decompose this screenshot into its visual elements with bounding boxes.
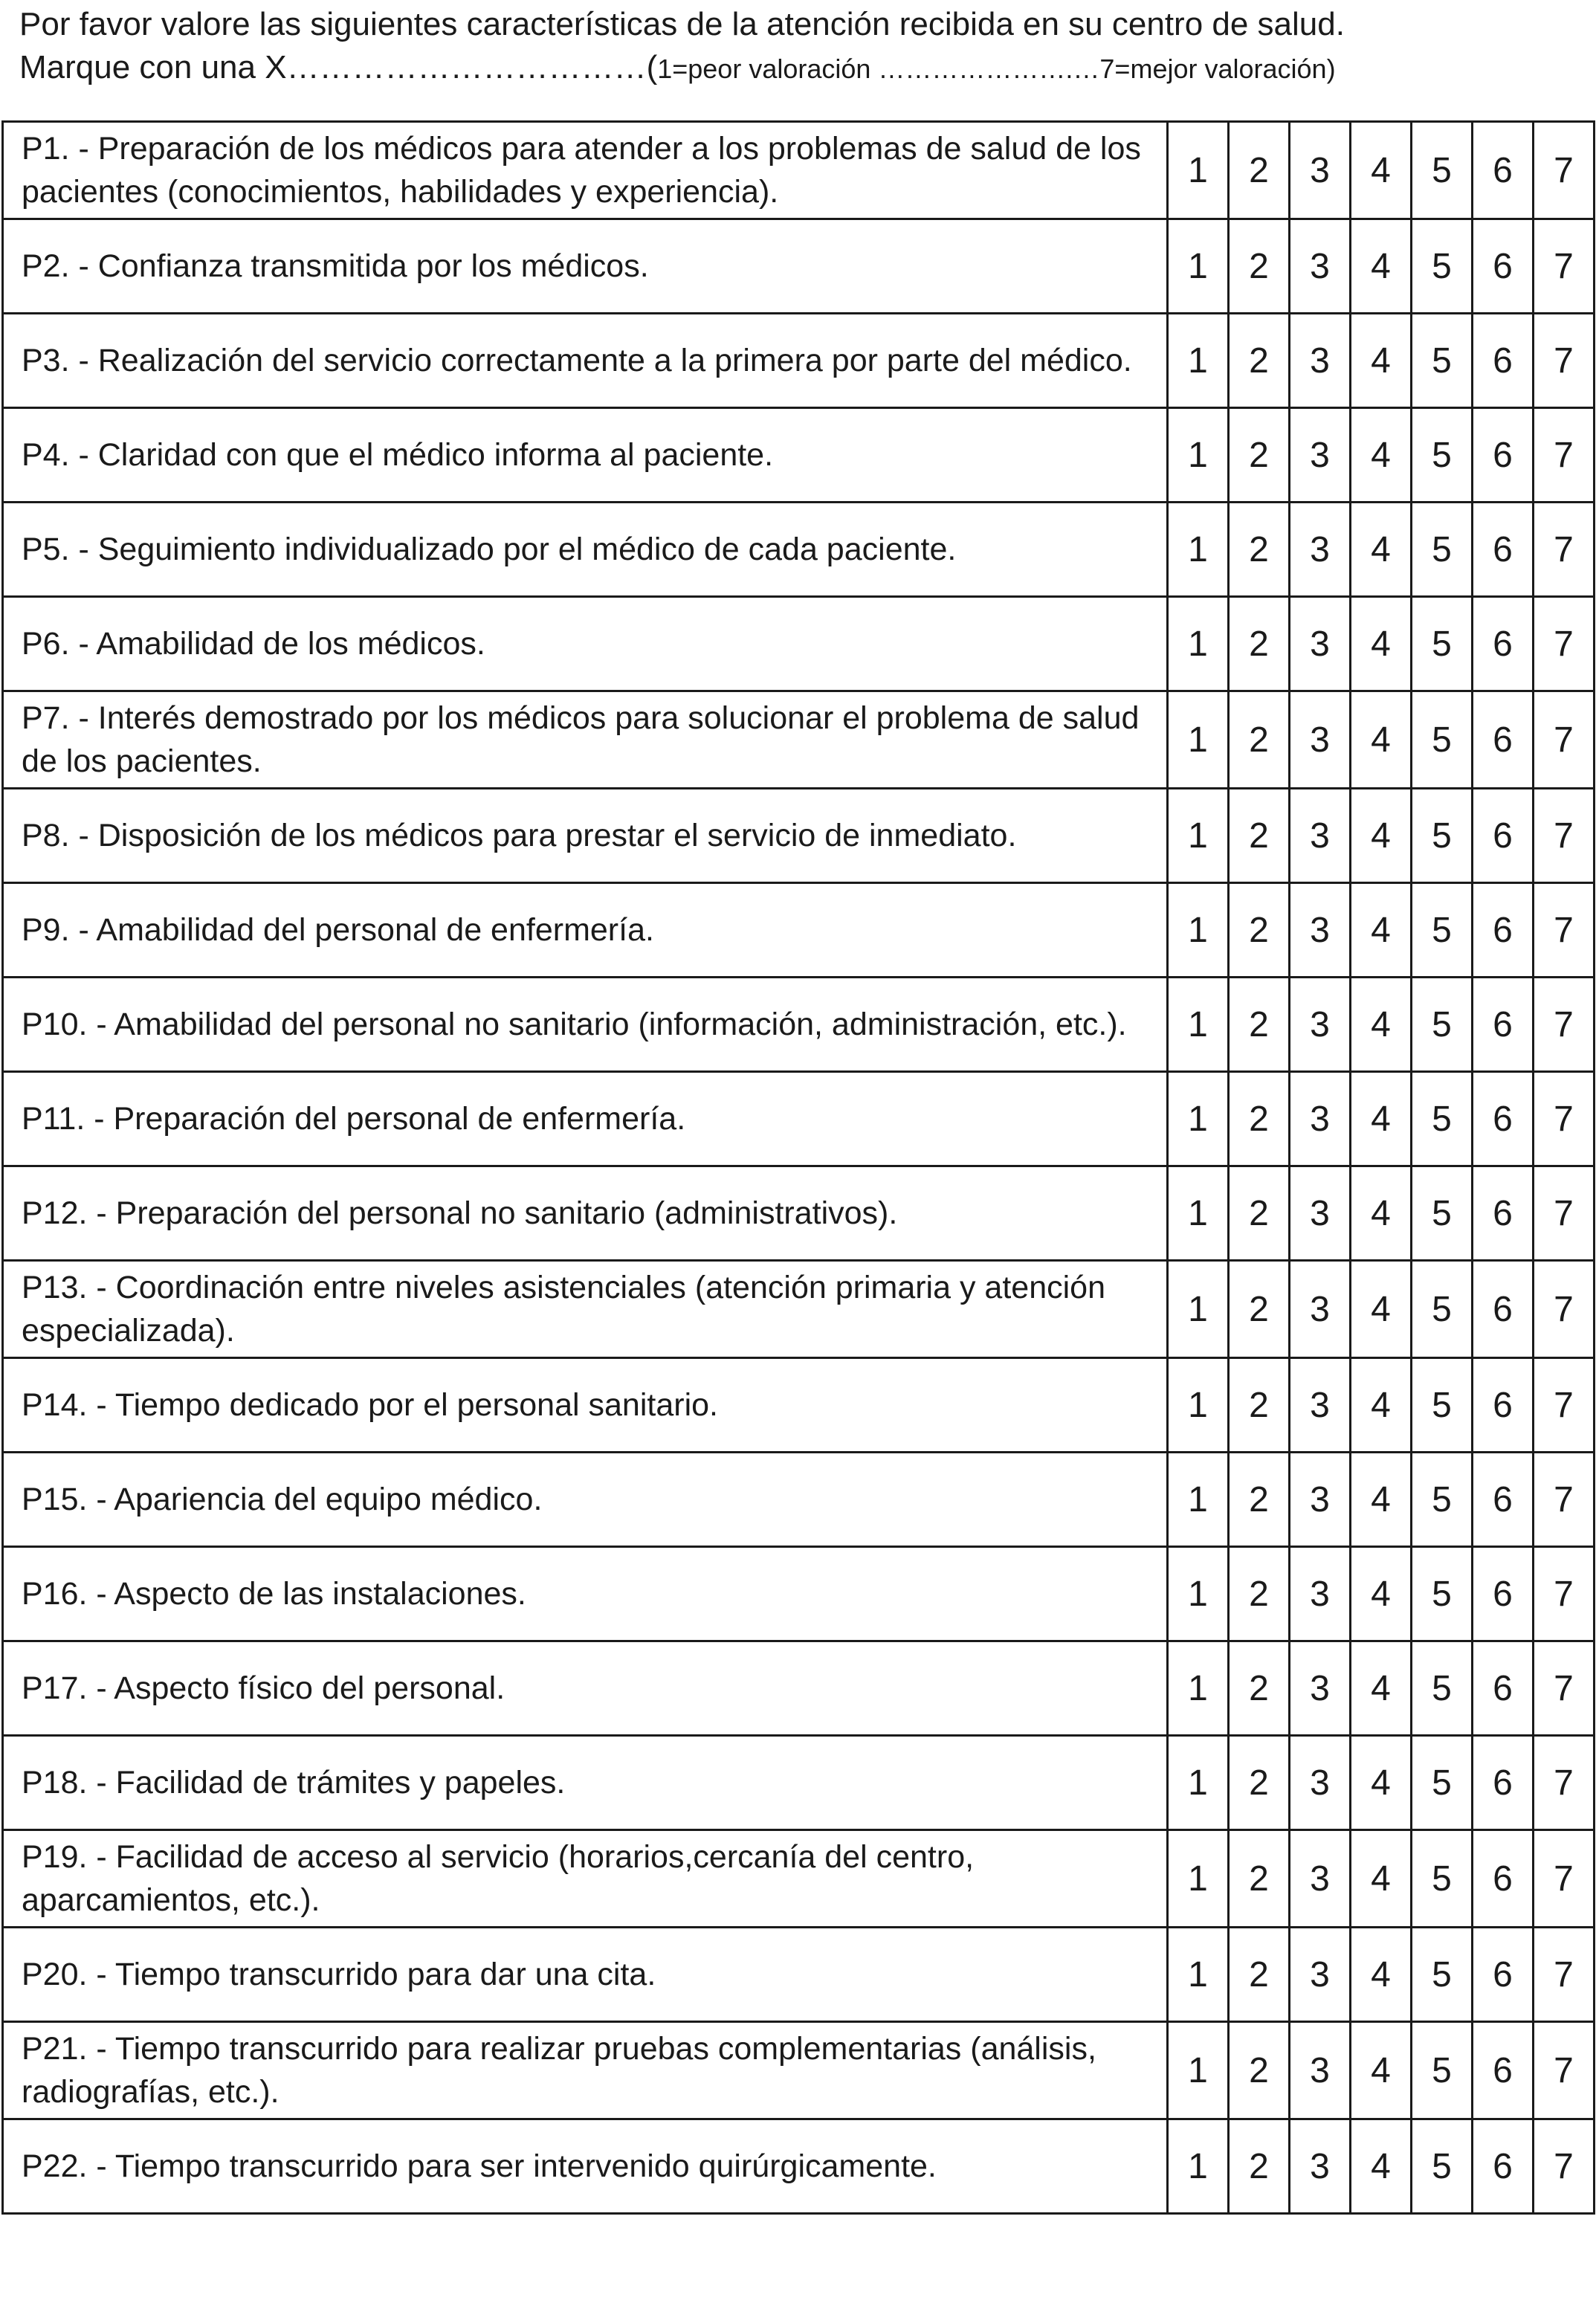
rating-option-7[interactable]: 7 bbox=[1534, 1072, 1595, 1166]
rating-option-5[interactable]: 5 bbox=[1412, 597, 1473, 691]
question-text: P9. - Amabilidad del personal de enfermería. bbox=[3, 883, 1168, 978]
rating-option-4[interactable]: 4 bbox=[1351, 1830, 1412, 1928]
rating-option-5[interactable]: 5 bbox=[1412, 408, 1473, 503]
question-row-p22 bbox=[3, 2119, 1595, 2214]
rating-option-2[interactable]: 2 bbox=[1229, 1453, 1290, 1547]
rating-option-3[interactable]: 3 bbox=[1290, 978, 1351, 1072]
question-text: P5. - Seguimiento individualizado por el médico de cada paciente. bbox=[3, 503, 1168, 597]
question-row-p13 bbox=[3, 1261, 1595, 1358]
rating-option-2[interactable]: 2 bbox=[1229, 691, 1290, 789]
rating-option-7[interactable]: 7 bbox=[1534, 978, 1595, 1072]
question-text: P7. - Interés demostrado por los médicos para solucionar el problema de salud de los pacientes. bbox=[3, 691, 1168, 789]
instructions-mark-text: Marque con una X……………………………( bbox=[19, 49, 658, 85]
rating-option-5[interactable]: 5 bbox=[1412, 1928, 1473, 2022]
rating-option-1[interactable]: 1 bbox=[1168, 314, 1229, 408]
rating-option-4[interactable]: 4 bbox=[1351, 1736, 1412, 1830]
rating-table bbox=[1, 120, 1595, 2215]
rating-option-3[interactable]: 3 bbox=[1290, 1830, 1351, 1928]
rating-option-2[interactable]: 2 bbox=[1229, 408, 1290, 503]
rating-option-1[interactable]: 1 bbox=[1168, 883, 1229, 978]
question-text: P1. - Preparación de los médicos para atender a los problemas de salud de los pacientes (conocimientos, habilidades y experiencia). bbox=[3, 122, 1168, 219]
rating-option-2[interactable]: 2 bbox=[1229, 597, 1290, 691]
question-text: P20. - Tiempo transcurrido para dar una cita. bbox=[3, 1928, 1168, 2022]
rating-option-2[interactable]: 2 bbox=[1229, 2119, 1290, 2214]
rating-option-7[interactable]: 7 bbox=[1534, 1166, 1595, 1261]
rating-option-2[interactable]: 2 bbox=[1229, 978, 1290, 1072]
question-row-p3 bbox=[3, 314, 1595, 408]
question-text: P11. - Preparación del personal de enfermería. bbox=[3, 1072, 1168, 1166]
rating-option-5[interactable]: 5 bbox=[1412, 789, 1473, 883]
question-row-p11 bbox=[3, 1072, 1595, 1166]
rating-option-3[interactable]: 3 bbox=[1290, 1261, 1351, 1358]
rating-option-6[interactable]: 6 bbox=[1473, 1736, 1534, 1830]
rating-option-5[interactable]: 5 bbox=[1412, 1641, 1473, 1736]
question-text: P14. - Tiempo dedicado por el personal sanitario. bbox=[3, 1358, 1168, 1453]
rating-option-1[interactable]: 1 bbox=[1168, 2119, 1229, 2214]
rating-option-3[interactable]: 3 bbox=[1290, 789, 1351, 883]
rating-option-7[interactable]: 7 bbox=[1534, 314, 1595, 408]
rating-option-1[interactable]: 1 bbox=[1168, 691, 1229, 789]
rating-option-4[interactable]: 4 bbox=[1351, 1358, 1412, 1453]
rating-option-6[interactable]: 6 bbox=[1473, 1166, 1534, 1261]
rating-option-6[interactable]: 6 bbox=[1473, 1453, 1534, 1547]
question-text: P2. - Confianza transmitida por los médicos. bbox=[3, 219, 1168, 314]
rating-option-6[interactable]: 6 bbox=[1473, 408, 1534, 503]
rating-option-7[interactable]: 7 bbox=[1534, 789, 1595, 883]
rating-option-5[interactable]: 5 bbox=[1412, 691, 1473, 789]
question-text: P13. - Coordinación entre niveles asistenciales (atención primaria y atención especializada). bbox=[3, 1261, 1168, 1358]
rating-option-7[interactable]: 7 bbox=[1534, 1261, 1595, 1358]
rating-option-4[interactable]: 4 bbox=[1351, 1072, 1412, 1166]
rating-option-1[interactable]: 1 bbox=[1168, 597, 1229, 691]
rating-option-5[interactable]: 5 bbox=[1412, 314, 1473, 408]
rating-option-1[interactable]: 1 bbox=[1168, 1453, 1229, 1547]
rating-option-1[interactable]: 1 bbox=[1168, 1641, 1229, 1736]
rating-option-4[interactable]: 4 bbox=[1351, 1641, 1412, 1736]
rating-option-5[interactable]: 5 bbox=[1412, 1072, 1473, 1166]
rating-option-5[interactable]: 5 bbox=[1412, 1261, 1473, 1358]
rating-option-7[interactable]: 7 bbox=[1534, 122, 1595, 219]
question-row-p9 bbox=[3, 883, 1595, 978]
rating-option-6[interactable]: 6 bbox=[1473, 789, 1534, 883]
question-row-p10 bbox=[3, 978, 1595, 1072]
rating-option-3[interactable]: 3 bbox=[1290, 314, 1351, 408]
question-row-p7 bbox=[3, 691, 1595, 789]
rating-option-7[interactable]: 7 bbox=[1534, 1830, 1595, 1928]
question-row-p18 bbox=[3, 1736, 1595, 1830]
rating-option-5[interactable]: 5 bbox=[1412, 978, 1473, 1072]
rating-option-4[interactable]: 4 bbox=[1351, 1261, 1412, 1358]
question-text: P18. - Facilidad de trámites y papeles. bbox=[3, 1736, 1168, 1830]
rating-option-2[interactable]: 2 bbox=[1229, 122, 1290, 219]
rating-option-1[interactable]: 1 bbox=[1168, 1072, 1229, 1166]
rating-option-5[interactable]: 5 bbox=[1412, 2022, 1473, 2119]
question-row-p8 bbox=[3, 789, 1595, 883]
rating-option-7[interactable]: 7 bbox=[1534, 1547, 1595, 1641]
rating-option-1[interactable]: 1 bbox=[1168, 789, 1229, 883]
question-text: P21. - Tiempo transcurrido para realizar pruebas complementarias (análisis, radiografías, etc.). bbox=[3, 2022, 1168, 2119]
question-row-p4 bbox=[3, 408, 1595, 503]
rating-option-3[interactable]: 3 bbox=[1290, 1641, 1351, 1736]
question-text: P16. - Aspecto de las instalaciones. bbox=[3, 1547, 1168, 1641]
rating-option-1[interactable]: 1 bbox=[1168, 1928, 1229, 2022]
rating-option-5[interactable]: 5 bbox=[1412, 883, 1473, 978]
rating-option-5[interactable]: 5 bbox=[1412, 1547, 1473, 1641]
rating-option-7[interactable]: 7 bbox=[1534, 1736, 1595, 1830]
rating-option-7[interactable]: 7 bbox=[1534, 1453, 1595, 1547]
rating-option-4[interactable]: 4 bbox=[1351, 503, 1412, 597]
question-row-p17 bbox=[3, 1641, 1595, 1736]
rating-option-2[interactable]: 2 bbox=[1229, 1072, 1290, 1166]
rating-option-6[interactable]: 6 bbox=[1473, 314, 1534, 408]
rating-option-5[interactable]: 5 bbox=[1412, 1166, 1473, 1261]
rating-option-3[interactable]: 3 bbox=[1290, 122, 1351, 219]
rating-option-4[interactable]: 4 bbox=[1351, 1166, 1412, 1261]
rating-option-4[interactable]: 4 bbox=[1351, 1928, 1412, 2022]
question-text: P19. - Facilidad de acceso al servicio (horarios,cercanía del centro, aparcamientos, etc.). bbox=[3, 1830, 1168, 1928]
rating-option-2[interactable]: 2 bbox=[1229, 503, 1290, 597]
question-row-p16 bbox=[3, 1547, 1595, 1641]
rating-option-6[interactable]: 6 bbox=[1473, 1830, 1534, 1928]
question-row-p21 bbox=[3, 2022, 1595, 2119]
rating-option-2[interactable]: 2 bbox=[1229, 314, 1290, 408]
rating-option-3[interactable]: 3 bbox=[1290, 408, 1351, 503]
rating-option-1[interactable]: 1 bbox=[1168, 408, 1229, 503]
question-text: P6. - Amabilidad de los médicos. bbox=[3, 597, 1168, 691]
rating-option-3[interactable]: 3 bbox=[1290, 1166, 1351, 1261]
rating-option-2[interactable]: 2 bbox=[1229, 219, 1290, 314]
question-text: P15. - Apariencia del equipo médico. bbox=[3, 1453, 1168, 1547]
rating-option-3[interactable]: 3 bbox=[1290, 1453, 1351, 1547]
rating-option-4[interactable]: 4 bbox=[1351, 883, 1412, 978]
rating-option-2[interactable]: 2 bbox=[1229, 1830, 1290, 1928]
rating-option-1[interactable]: 1 bbox=[1168, 219, 1229, 314]
rating-option-4[interactable]: 4 bbox=[1351, 2119, 1412, 2214]
rating-option-6[interactable]: 6 bbox=[1473, 1547, 1534, 1641]
rating-option-1[interactable]: 1 bbox=[1168, 122, 1229, 219]
question-row-p15 bbox=[3, 1453, 1595, 1547]
rating-option-3[interactable]: 3 bbox=[1290, 1928, 1351, 2022]
rating-option-6[interactable]: 6 bbox=[1473, 503, 1534, 597]
rating-option-7[interactable]: 7 bbox=[1534, 219, 1595, 314]
rating-option-2[interactable]: 2 bbox=[1229, 1641, 1290, 1736]
rating-option-2[interactable]: 2 bbox=[1229, 2022, 1290, 2119]
rating-option-4[interactable]: 4 bbox=[1351, 408, 1412, 503]
question-row-p20 bbox=[3, 1928, 1595, 2022]
question-row-p12 bbox=[3, 1166, 1595, 1261]
rating-option-1[interactable]: 1 bbox=[1168, 2022, 1229, 2119]
rating-option-7[interactable]: 7 bbox=[1534, 503, 1595, 597]
rating-option-1[interactable]: 1 bbox=[1168, 1261, 1229, 1358]
rating-option-4[interactable]: 4 bbox=[1351, 1453, 1412, 1547]
rating-option-2[interactable]: 2 bbox=[1229, 1736, 1290, 1830]
question-text: P17. - Aspecto físico del personal. bbox=[3, 1641, 1168, 1736]
rating-option-3[interactable]: 3 bbox=[1290, 1547, 1351, 1641]
rating-option-7[interactable]: 7 bbox=[1534, 597, 1595, 691]
rating-option-7[interactable]: 7 bbox=[1534, 1641, 1595, 1736]
rating-option-1[interactable]: 1 bbox=[1168, 503, 1229, 597]
rating-option-7[interactable]: 7 bbox=[1534, 2022, 1595, 2119]
rating-option-3[interactable]: 3 bbox=[1290, 883, 1351, 978]
instructions-header bbox=[19, 3, 1580, 91]
rating-option-5[interactable]: 5 bbox=[1412, 503, 1473, 597]
rating-option-1[interactable]: 1 bbox=[1168, 1547, 1229, 1641]
question-text: P4. - Claridad con que el médico informa al paciente. bbox=[3, 408, 1168, 503]
rating-option-4[interactable]: 4 bbox=[1351, 597, 1412, 691]
rating-option-7[interactable]: 7 bbox=[1534, 1358, 1595, 1453]
rating-option-3[interactable]: 3 bbox=[1290, 1736, 1351, 1830]
rating-option-4[interactable]: 4 bbox=[1351, 978, 1412, 1072]
rating-option-1[interactable]: 1 bbox=[1168, 1166, 1229, 1261]
rating-option-5[interactable]: 5 bbox=[1412, 219, 1473, 314]
rating-option-2[interactable]: 2 bbox=[1229, 789, 1290, 883]
rating-option-4[interactable]: 4 bbox=[1351, 691, 1412, 789]
rating-option-5[interactable]: 5 bbox=[1412, 1830, 1473, 1928]
rating-option-3[interactable]: 3 bbox=[1290, 691, 1351, 789]
rating-option-1[interactable]: 1 bbox=[1168, 978, 1229, 1072]
question-row-p5 bbox=[3, 503, 1595, 597]
rating-option-3[interactable]: 3 bbox=[1290, 1072, 1351, 1166]
question-row-p1 bbox=[3, 122, 1595, 219]
rating-option-2[interactable]: 2 bbox=[1229, 1928, 1290, 2022]
instructions-line-2 bbox=[19, 46, 1580, 91]
rating-option-5[interactable]: 5 bbox=[1412, 2119, 1473, 2214]
rating-option-3[interactable]: 3 bbox=[1290, 2119, 1351, 2214]
rating-option-2[interactable]: 2 bbox=[1229, 1261, 1290, 1358]
rating-option-5[interactable]: 5 bbox=[1412, 1358, 1473, 1453]
question-row-p2 bbox=[3, 219, 1595, 314]
rating-option-3[interactable]: 3 bbox=[1290, 219, 1351, 314]
rating-option-6[interactable]: 6 bbox=[1473, 219, 1534, 314]
rating-option-6[interactable]: 6 bbox=[1473, 2022, 1534, 2119]
rating-option-1[interactable]: 1 bbox=[1168, 1358, 1229, 1453]
question-row-p14 bbox=[3, 1358, 1595, 1453]
rating-option-5[interactable]: 5 bbox=[1412, 1453, 1473, 1547]
rating-option-1[interactable]: 1 bbox=[1168, 1736, 1229, 1830]
rating-option-7[interactable]: 7 bbox=[1534, 1928, 1595, 2022]
rating-option-2[interactable]: 2 bbox=[1229, 883, 1290, 978]
rating-option-3[interactable]: 3 bbox=[1290, 503, 1351, 597]
rating-option-4[interactable]: 4 bbox=[1351, 314, 1412, 408]
scale-legend: 1=peor valoración ………………….…7=mejor valoración) bbox=[657, 54, 1336, 84]
rating-option-6[interactable]: 6 bbox=[1473, 1261, 1534, 1358]
question-row-p19 bbox=[3, 1830, 1595, 1928]
rating-option-4[interactable]: 4 bbox=[1351, 789, 1412, 883]
question-text: P3. - Realización del servicio correctamente a la primera por parte del médico. bbox=[3, 314, 1168, 408]
rating-option-6[interactable]: 6 bbox=[1473, 1358, 1534, 1453]
rating-option-3[interactable]: 3 bbox=[1290, 597, 1351, 691]
rating-option-6[interactable]: 6 bbox=[1473, 597, 1534, 691]
rating-option-6[interactable]: 6 bbox=[1473, 1641, 1534, 1736]
question-text: P10. - Amabilidad del personal no sanitario (información, administración, etc.). bbox=[3, 978, 1168, 1072]
rating-option-5[interactable]: 5 bbox=[1412, 1736, 1473, 1830]
rating-option-7[interactable]: 7 bbox=[1534, 408, 1595, 503]
rating-option-1[interactable]: 1 bbox=[1168, 1830, 1229, 1928]
rating-option-6[interactable]: 6 bbox=[1473, 978, 1534, 1072]
rating-option-6[interactable]: 6 bbox=[1473, 2119, 1534, 2214]
rating-option-6[interactable]: 6 bbox=[1473, 883, 1534, 978]
instructions-line-1: Por favor valore las siguientes características de la atención recibida en su centro de salud. bbox=[19, 6, 1345, 42]
rating-option-4[interactable]: 4 bbox=[1351, 2022, 1412, 2119]
rating-option-7[interactable]: 7 bbox=[1534, 2119, 1595, 2214]
rating-option-4[interactable]: 4 bbox=[1351, 122, 1412, 219]
rating-option-6[interactable]: 6 bbox=[1473, 1928, 1534, 2022]
question-row-p6 bbox=[3, 597, 1595, 691]
question-text: P8. - Disposición de los médicos para prestar el servicio de inmediato. bbox=[3, 789, 1168, 883]
rating-option-7[interactable]: 7 bbox=[1534, 883, 1595, 978]
rating-option-3[interactable]: 3 bbox=[1290, 1358, 1351, 1453]
rating-option-6[interactable]: 6 bbox=[1473, 691, 1534, 789]
rating-option-4[interactable]: 4 bbox=[1351, 219, 1412, 314]
question-text: P12. - Preparación del personal no sanitario (administrativos). bbox=[3, 1166, 1168, 1261]
question-text: P22. - Tiempo transcurrido para ser intervenido quirúrgicamente. bbox=[3, 2119, 1168, 2214]
rating-option-3[interactable]: 3 bbox=[1290, 2022, 1351, 2119]
rating-option-2[interactable]: 2 bbox=[1229, 1166, 1290, 1261]
rating-option-6[interactable]: 6 bbox=[1473, 1072, 1534, 1166]
rating-option-4[interactable]: 4 bbox=[1351, 1547, 1412, 1641]
rating-option-2[interactable]: 2 bbox=[1229, 1358, 1290, 1453]
rating-option-7[interactable]: 7 bbox=[1534, 691, 1595, 789]
rating-option-5[interactable]: 5 bbox=[1412, 122, 1473, 219]
rating-option-6[interactable]: 6 bbox=[1473, 122, 1534, 219]
rating-option-2[interactable]: 2 bbox=[1229, 1547, 1290, 1641]
